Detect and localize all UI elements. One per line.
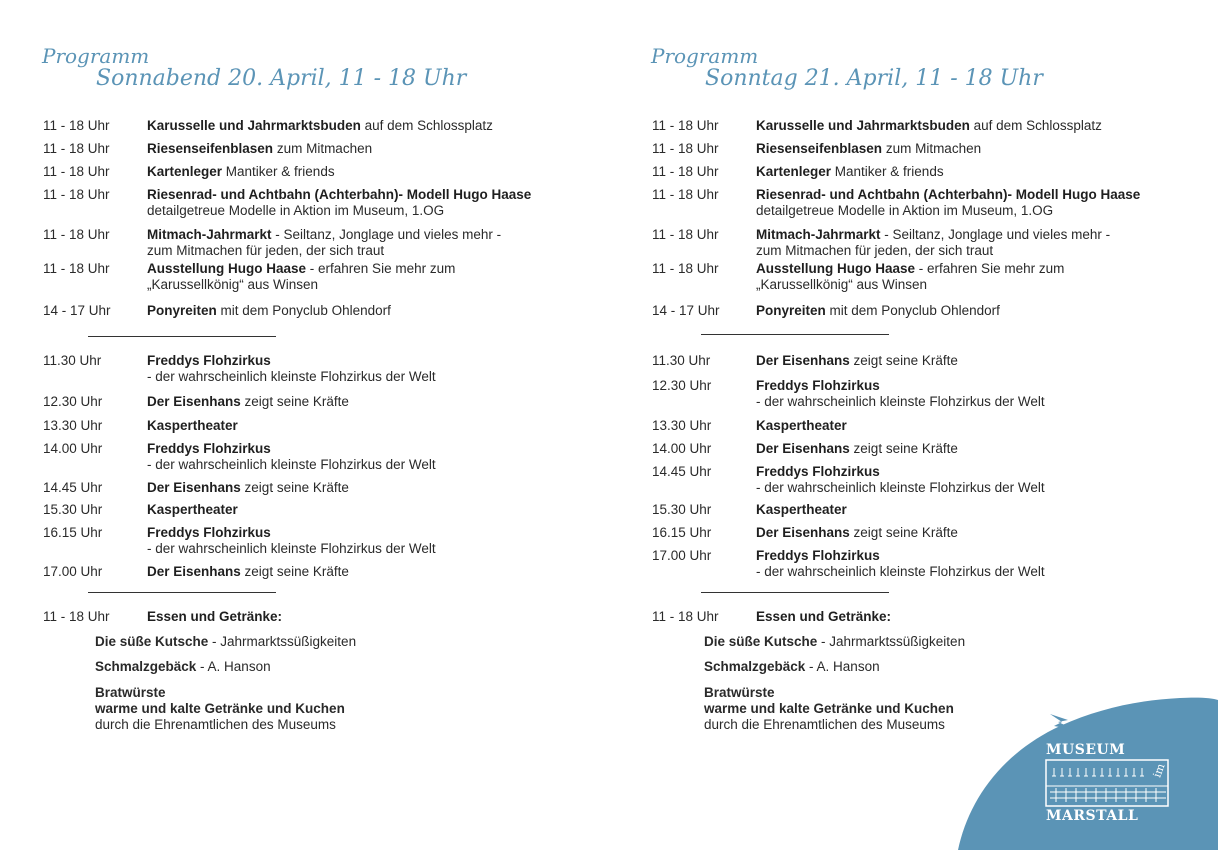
program-page-saturday xyxy=(0,0,600,850)
row-desc: Freddys Flohzirkus - der wahrscheinlich kleinste Flohzirkus der Welt xyxy=(756,548,1045,579)
row-time: 11 - 18 Uhr xyxy=(43,227,110,242)
row-desc: Ponyreiten mit dem Ponyclub Ohlendorf xyxy=(147,303,391,318)
row-time: 17.00 Uhr xyxy=(43,564,103,579)
row-desc: Karusselle und Jahrmarktsbuden auf dem Schlossplatz xyxy=(147,118,493,133)
row-desc: Der Eisenhans zeigt seine Kräfte xyxy=(147,564,349,579)
row-time: 11 - 18 Uhr xyxy=(652,187,719,202)
row-time: 12.30 Uhr xyxy=(43,394,103,409)
row-desc: Ausstellung Hugo Haase - erfahren Sie mehr zum „Karussellkönig“ aus Winsen xyxy=(147,261,456,292)
row-desc: Freddys Flohzirkus - der wahrscheinlich kleinste Flohzirkus der Welt xyxy=(147,525,436,556)
row-desc: Riesenseifenblasen zum Mitmachen xyxy=(147,141,373,156)
row-desc: Mitmach-Jahrmarkt - Seiltanz, Jonglage und vieles mehr - zum Mitmachen für jeden, der sich traut xyxy=(756,227,1111,258)
section-divider xyxy=(701,334,889,335)
logo-marstall-text: MARSTALL xyxy=(1046,808,1139,824)
row-time: 13.30 Uhr xyxy=(43,418,103,433)
row-time: 14.00 Uhr xyxy=(43,441,103,456)
row-desc: Ponyreiten mit dem Ponyclub Ohlendorf xyxy=(756,303,1000,318)
row-desc: Der Eisenhans zeigt seine Kräfte xyxy=(756,441,958,456)
row-time: 14 - 17 Uhr xyxy=(652,303,720,318)
logo-museum-text: MUSEUM xyxy=(1046,742,1126,758)
row-desc: Kaspertheater xyxy=(756,502,847,517)
row-desc: Der Eisenhans zeigt seine Kräfte xyxy=(147,394,349,409)
row-time: 11 - 18 Uhr xyxy=(652,609,719,624)
food-item: Schmalzgebäck - A. Hanson xyxy=(704,659,880,674)
row-time: 14.45 Uhr xyxy=(43,480,103,495)
food-heading: Essen und Getränke: xyxy=(756,609,892,624)
food-item: Bratwürste warme und kalte Getränke und Kuchen durch die Ehrenamtlichen des Museums xyxy=(95,685,345,732)
row-time: 14.00 Uhr xyxy=(652,441,712,456)
logo-im-text: im xyxy=(1150,761,1168,780)
row-time: 11 - 18 Uhr xyxy=(43,609,110,624)
section-divider xyxy=(701,592,889,593)
row-time: 11 - 18 Uhr xyxy=(43,187,110,202)
food-heading: Essen und Getränke: xyxy=(147,609,283,624)
food-item: Die süße Kutsche - Jahrmarktssüßigkeiten xyxy=(95,634,357,649)
row-time: 15.30 Uhr xyxy=(43,502,103,517)
food-item: Die süße Kutsche - Jahrmarktssüßigkeiten xyxy=(704,634,966,649)
row-desc: Freddys Flohzirkus - der wahrscheinlich kleinste Flohzirkus der Welt xyxy=(756,464,1045,495)
row-time: 17.00 Uhr xyxy=(652,548,712,563)
row-time: 11 - 18 Uhr xyxy=(43,261,110,276)
page-title-date: Sonntag 21. April, 11 - 18 Uhr xyxy=(705,66,1043,91)
row-desc: Karusselle und Jahrmarktsbuden auf dem Schlossplatz xyxy=(756,118,1102,133)
row-desc: Freddys Flohzirkus - der wahrscheinlich kleinste Flohzirkus der Welt xyxy=(147,353,436,384)
row-desc: Kartenleger Mantiker & friends xyxy=(756,164,944,179)
row-desc: Freddys Flohzirkus - der wahrscheinlich kleinste Flohzirkus der Welt xyxy=(756,378,1045,409)
row-time: 11 - 18 Uhr xyxy=(43,118,110,133)
row-desc: Ausstellung Hugo Haase - erfahren Sie mehr zum „Karussellkönig“ aus Winsen xyxy=(756,261,1065,292)
row-desc: Kaspertheater xyxy=(147,502,238,517)
row-desc: Riesenrad- und Achtbahn (Achterbahn)- Modell Hugo Haase detailgetreue Modelle in Aktion im Museum, 1.OG xyxy=(147,187,532,218)
row-desc: Kaspertheater xyxy=(756,418,847,433)
food-item: Schmalzgebäck - A. Hanson xyxy=(95,659,271,674)
row-time: 16.15 Uhr xyxy=(43,525,103,540)
page-title-label: Programm xyxy=(42,44,150,68)
page-title-label: Programm xyxy=(651,44,759,68)
row-time: 16.15 Uhr xyxy=(652,525,712,540)
row-desc: Mitmach-Jahrmarkt - Seiltanz, Jonglage und vieles mehr - zum Mitmachen für jeden, der sich traut xyxy=(147,227,502,258)
museum-logo xyxy=(950,692,1218,850)
row-time: 11.30 Uhr xyxy=(652,353,711,368)
row-time: 12.30 Uhr xyxy=(652,378,712,393)
food-item: Bratwürste warme und kalte Getränke und Kuchen durch die Ehrenamtlichen des Museums xyxy=(704,685,954,732)
row-time: 15.30 Uhr xyxy=(652,502,712,517)
row-desc: Kaspertheater xyxy=(147,418,238,433)
logo-blob-shape xyxy=(950,692,1218,850)
row-time: 11 - 18 Uhr xyxy=(652,118,719,133)
row-desc: Der Eisenhans zeigt seine Kräfte xyxy=(756,525,958,540)
row-time: 13.30 Uhr xyxy=(652,418,712,433)
row-time: 14.45 Uhr xyxy=(652,464,712,479)
row-time: 11 - 18 Uhr xyxy=(652,164,719,179)
section-divider xyxy=(88,592,276,593)
page-title-date: Sonnabend 20. April, 11 - 18 Uhr xyxy=(96,66,467,91)
row-time: 14 - 17 Uhr xyxy=(43,303,111,318)
row-desc: Der Eisenhans zeigt seine Kräfte xyxy=(147,480,349,495)
row-desc: Riesenseifenblasen zum Mitmachen xyxy=(756,141,982,156)
row-time: 11 - 18 Uhr xyxy=(652,261,719,276)
row-time: 11 - 18 Uhr xyxy=(43,164,110,179)
row-time: 11 - 18 Uhr xyxy=(43,141,110,156)
section-divider xyxy=(88,336,276,337)
row-time: 11 - 18 Uhr xyxy=(652,227,719,242)
row-time: 11 - 18 Uhr xyxy=(652,141,719,156)
row-desc: Freddys Flohzirkus - der wahrscheinlich kleinste Flohzirkus der Welt xyxy=(147,441,436,472)
row-desc: Der Eisenhans zeigt seine Kräfte xyxy=(756,353,958,368)
row-desc: Kartenleger Mantiker & friends xyxy=(147,164,335,179)
row-time: 11.30 Uhr xyxy=(43,353,102,368)
row-desc: Riesenrad- und Achtbahn (Achterbahn)- Modell Hugo Haase detailgetreue Modelle in Aktion im Museum, 1.OG xyxy=(756,187,1141,218)
